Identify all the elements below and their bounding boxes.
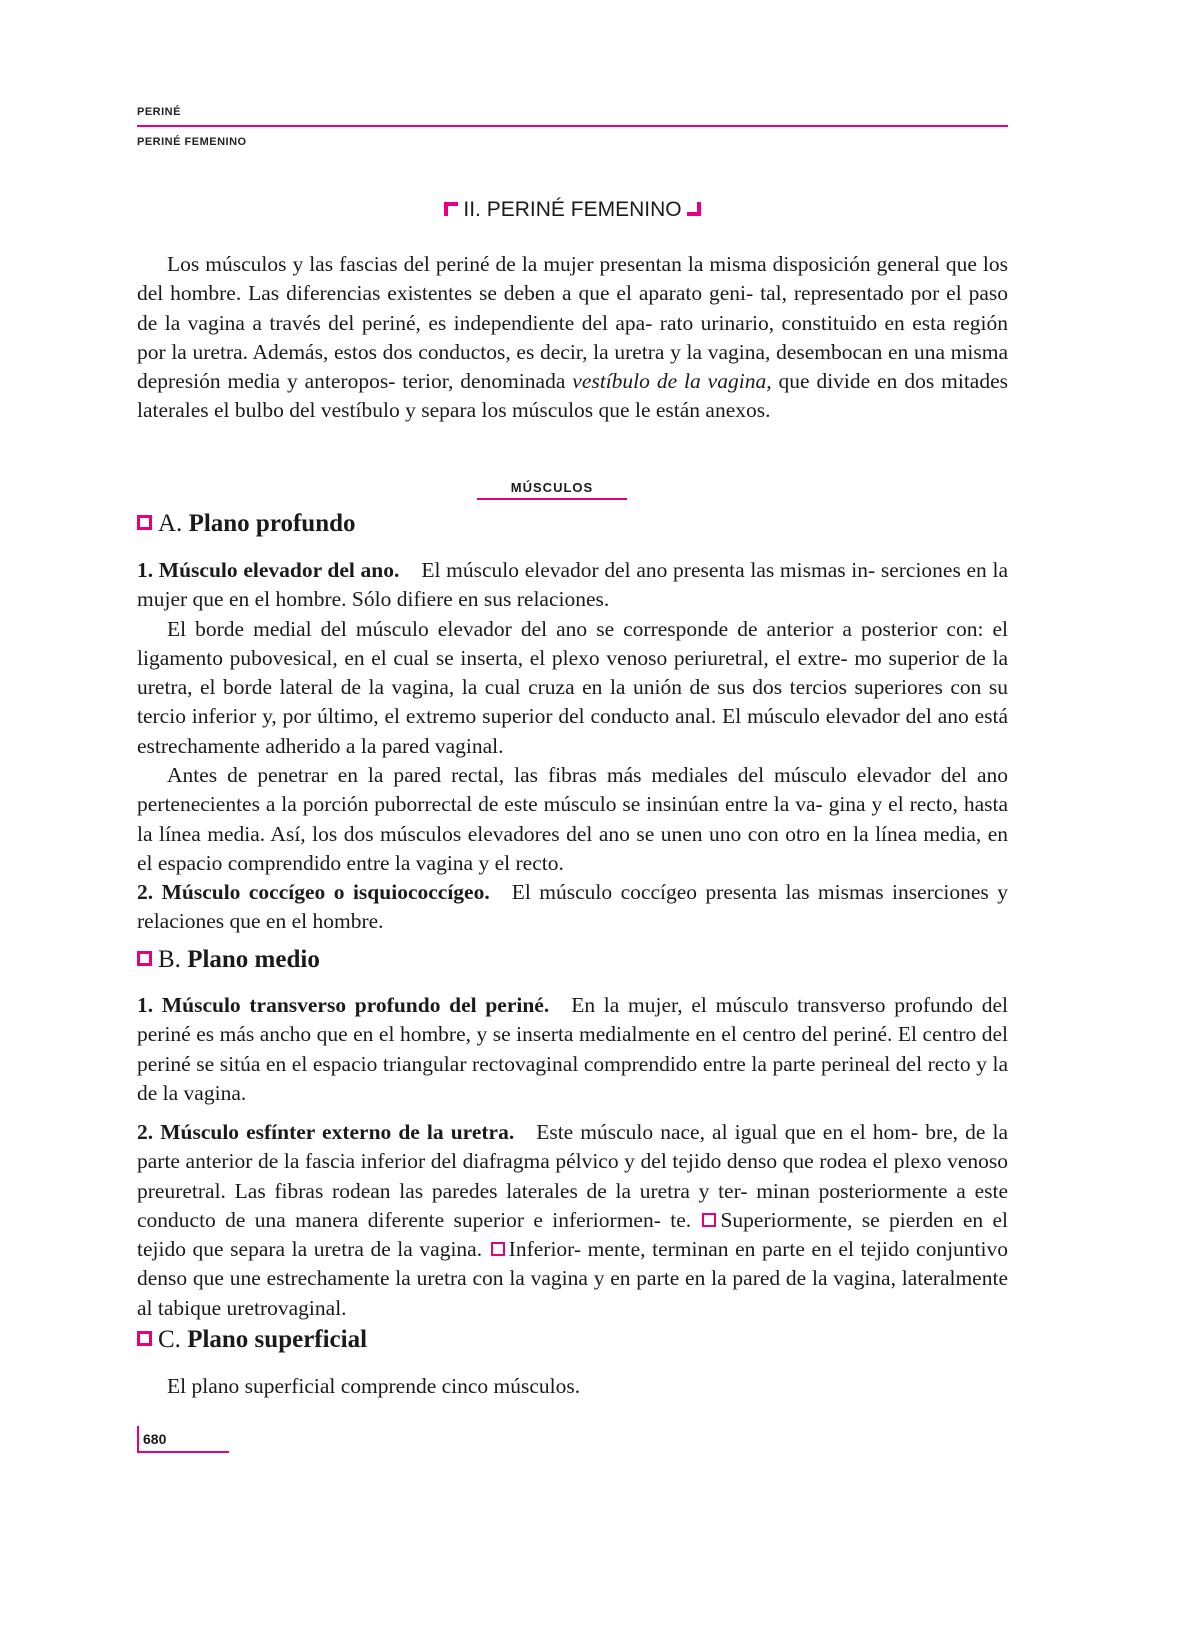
item-a1-title: 1. Músculo elevador del ano. xyxy=(137,558,400,582)
subheading-rule xyxy=(477,498,627,500)
corner-mark-close-icon xyxy=(687,202,701,216)
item-b2-title: 2. Músculo esfínter externo de la uretra. xyxy=(137,1120,515,1144)
running-title-1: PERINÉ xyxy=(137,106,181,118)
section-c-letter: C. xyxy=(158,1326,181,1353)
section-b-heading xyxy=(137,946,320,974)
square-bullet-icon xyxy=(137,951,152,966)
item-b1-text: En la mujer, el músculo transverso profundo del periné es más ancho que en el hombre, y se inserta medialmente en el centro del periné. El centro del periné se sitúa en el espacio triangular rectovaginal comprendido entre la parte perineal del recto y la de la vagina. xyxy=(137,993,1009,1105)
section-b-title: Plano medio xyxy=(187,946,320,973)
header-rule xyxy=(137,125,1008,127)
section-c-heading xyxy=(137,1326,367,1354)
running-title-2: PERINÉ FEMENINO xyxy=(137,136,247,148)
item-a1-paragraph-3: Antes de penetrar en la pared rectal, las fibras más mediales del músculo elevador del ano pertenecientes a la porción puborrectal de este músculo se insinúan entre la va- gina y el recto, hasta la línea media. Así, los dos músculos elevadores del ano se unen uno con otro en la línea media, en el espacio comprendido entre la vagina y el recto. xyxy=(137,763,1008,875)
section-a-item2 xyxy=(137,878,1008,937)
section-b-letter: B. xyxy=(158,946,181,973)
section-a-letter: A. xyxy=(158,510,183,537)
item-a2-title: 2. Músculo coccígeo o isquiococcígeo. xyxy=(137,880,490,904)
chapter-title xyxy=(0,198,1145,222)
corner-mark-open-icon xyxy=(444,202,458,216)
square-bullet-icon xyxy=(137,1331,152,1346)
item-b2-text-b: Superiormente, se pierden en el tejido que separa la uretra de la vagina. xyxy=(137,1207,1008,1262)
intro-text-1: Los músculos y las fascias del periné de la mujer presentan la misma disposición general que los del hombre. Las diferencias existentes se deben a que el aparato geni- tal, representado por el paso de la vagina a través del periné, es independiente del apa- rato urinario, constituido en esta región por la uretra. Además, estos dos conductos, es decir, la uretra y la vagina, desembocan en una misma depresión media y anteropos- terior, denominada xyxy=(137,252,1008,394)
square-marker-icon xyxy=(491,1242,505,1256)
section-c-text-block xyxy=(137,1372,1008,1401)
subheading-musculos: MÚSCULOS xyxy=(510,480,594,495)
section-c-text: El plano superficial comprende cinco músculos. xyxy=(167,1374,581,1398)
footer-vertical-rule xyxy=(137,1426,139,1452)
section-c-title: Plano superficial xyxy=(187,1326,368,1353)
square-marker-icon xyxy=(702,1213,716,1227)
item-a1-paragraph-2: El borde medial del músculo elevador del ano se corresponde de anterior a posterior con: el ligamento pubovesical, en el cual se inserta, el plexo venoso periuretral, el extre- mo superior de la uretra, el borde lateral de la vagina, la cual cruza en la unión de sus dos tercios superiores con su tercio inferior y, por último, el extremo superior del conducto anal. El músculo elevador del ano está estrechamente adherido a la pared vaginal. xyxy=(137,616,1008,758)
section-b-item1 xyxy=(137,991,1008,1108)
item-a2-text: El músculo coccígeo presenta las mismas inserciones y relaciones que en el hombre. xyxy=(137,880,1008,934)
item-a1-text: El músculo elevador del ano presenta las mismas in- serciones en la mujer que en el hombre. Sólo difiere en sus relaciones. xyxy=(137,558,1008,612)
square-bullet-icon xyxy=(137,515,152,530)
section-b-item2 xyxy=(137,1118,1008,1323)
item-b2-text-c: Inferior- mente, terminan en parte en el tejido conjuntivo denso que une estrechamente la uretra con la vagina y en parte en la pared de la vagina, lateralmente al tabique uretrovaginal. xyxy=(137,1237,1008,1320)
intro-italic-term: vestíbulo de la vagina, xyxy=(572,369,772,394)
intro-text-2: que divide en dos mitades laterales el bulbo del vestíbulo y separa los músculos que le están anexos. xyxy=(137,369,1008,423)
section-a-item1 xyxy=(137,556,1008,878)
section-a-title: Plano profundo xyxy=(188,510,356,537)
item-b2-text-a: Este músculo nace, al igual que en el hom- bre, de la parte anterior de la fascia inferior del diafragma pélvico y del tejido denso que rodea el plexo venoso preuretral. Las fibras rodean las paredes laterales de la uretra y ter- minan posteriormente a este conducto de una manera diferente superior e inferiormen- te. xyxy=(137,1120,1008,1232)
chapter-title-text: II. PERINÉ FEMENINO xyxy=(463,198,682,221)
item-b1-title: 1. Músculo transverso profundo del periné. xyxy=(137,993,550,1017)
footer-horizontal-rule xyxy=(137,1451,229,1453)
section-a-heading xyxy=(137,510,356,538)
intro-paragraph xyxy=(137,250,1008,426)
page-number: 680 xyxy=(143,1431,167,1447)
